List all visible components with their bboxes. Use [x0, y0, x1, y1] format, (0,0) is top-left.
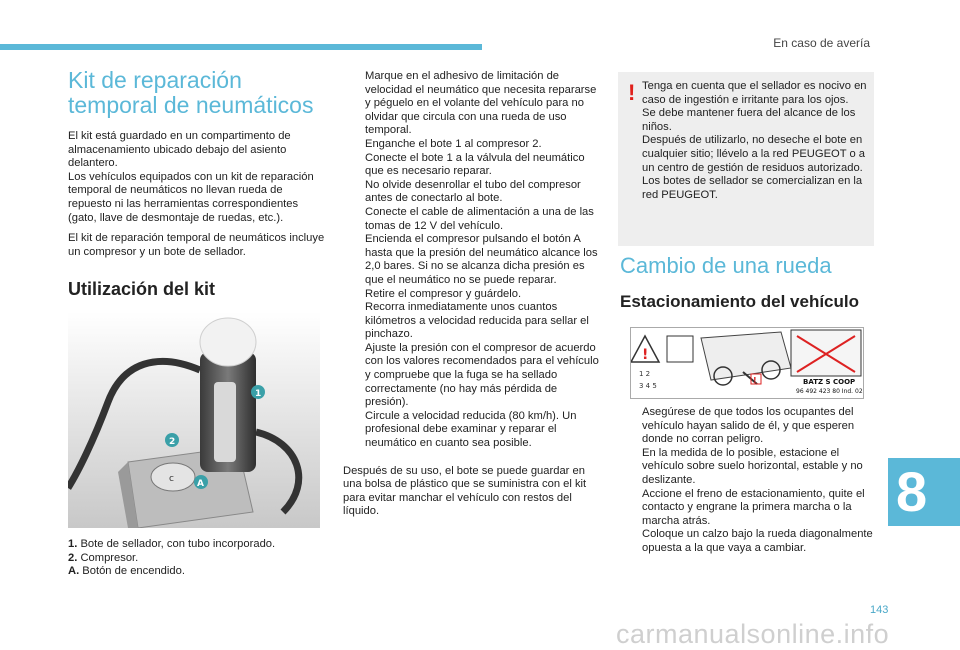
- legend-item-2: 2. Compresor.: [68, 551, 139, 564]
- legend-item-a: A. Botón de encendido.: [68, 565, 185, 578]
- repair-steps-list: [343, 70, 601, 451]
- warning-box: [618, 72, 874, 246]
- after-use-paragraph: Después de su uso, el bote se puede guardar en una bolsa de plástico que se suministra con el kit para evitar manchar el vehículo con restos del líquido.: [343, 464, 587, 518]
- list-item: Retire el compresor y guárdelo.: [365, 287, 522, 300]
- svg-text:1 2: 1 2: [639, 370, 651, 378]
- label-1-marker: 1: [255, 389, 262, 399]
- parking-steps-list: [620, 406, 876, 556]
- list-item: Asegúrese de que todos los ocupantes del vehículo hayan salido de él, y que esperen donde no corran peligro.: [642, 406, 855, 446]
- list-item: Conecte el cable de alimentación a una de las tomas de 12 V del vehículo.: [365, 205, 594, 232]
- warning-line: Los botes de sellador se comercializan en la red PEUGEOT.: [642, 175, 863, 201]
- list-item: Marque en el adhesivo de limitación de velocidad el neumático que necesita repararse y péguelo en el volante del vehículo para no olvidar que circula con una rueda de uso temporal.: [365, 70, 597, 137]
- list-item: Accione el freno de estacionamiento, quite el contacto y engrane la primera marcha o la marcha atrás.: [642, 487, 865, 527]
- list-item: Conecte el bote 1 a la válvula del neumático que es necesario reparar.: [365, 151, 585, 178]
- kit-title: Kit de reparación temporal de neumáticos: [68, 67, 314, 118]
- list-item: Ajuste la presión con el compresor de acuerdo con los valores recomendados para el vehículo y compruebe que la fuga se ha sellado correctamente (no hay más pérdida de presión).: [365, 341, 599, 409]
- label-a-marker: A: [197, 479, 204, 489]
- parking-steps: [620, 406, 876, 556]
- list-item: Coloque un calzo bajo la rueda diagonalmente opuesta a la que vaya a cambiar.: [642, 528, 873, 554]
- intro-paragraph-1: El kit está guardado en un compartimento de almacenamiento ubicado debajo del asiento delantero. Los vehículos equipados con un kit de reparación temporal de neumáticos no llevan rueda de repuesto ni las herramientas correspondientes (gato, llave de desmontaje de ruedas, etc.).: [68, 130, 314, 224]
- label-2-marker: 2: [169, 437, 176, 447]
- list-item: Encienda el compresor pulsando el botón A hasta que la presión del neumático alcance los 2,0 bares. Si no se alcanza dicha presión es que el neumático no se puede reparar.: [365, 233, 598, 286]
- safety-label-graphic: [631, 328, 863, 398]
- repair-kit-illustration: [68, 312, 320, 528]
- list-item: Enganche el bote 1 al compresor 2.: [365, 137, 542, 150]
- list-item: Recorra inmediatamente unos cuantos kilómetros a velocidad reducida para sellar el pinchazo.: [365, 301, 589, 341]
- svg-text:!: !: [753, 376, 757, 385]
- svg-text:c: c: [169, 474, 174, 484]
- section-header: En caso de avería: [773, 36, 870, 50]
- list-item: En la medida de lo posible, estacione el vehículo sobre suelo horizontal, estable y no deslizante.: [642, 446, 863, 486]
- illustration-legend: [68, 538, 326, 579]
- label-brand: BATZ S COOP: [803, 378, 856, 386]
- wheel-change-title: Cambio de una rueda: [620, 253, 832, 278]
- svg-text:3 4 5: 3 4 5: [639, 382, 657, 390]
- page-number: 143: [870, 604, 889, 616]
- middle-column: [343, 70, 601, 526]
- watermark: carmanualsonline.info: [616, 619, 890, 649]
- warning-icon: !: [628, 80, 636, 105]
- label-reference: 96 492 423 80 Ind. 02: [796, 388, 863, 395]
- legend-item-1: 1. Bote de sellador, con tubo incorporado.: [68, 538, 276, 550]
- parking-subtitle: Estacionamiento del vehículo: [620, 292, 860, 311]
- warning-line: Después de utilizarlo, no deseche el bote en cualquier sitio; llévelo a la red PEUGEOT o a un centro de gestión de residuos autorizado.: [642, 134, 866, 174]
- warning-line: Se debe mantener fuera del alcance de los niños.: [642, 107, 856, 133]
- warning-line: Tenga en cuenta que el sellador es nocivo en caso de ingestión e irritante para los ojos.: [642, 80, 867, 106]
- svg-text:!: !: [642, 347, 649, 363]
- left-column: [68, 68, 326, 266]
- parking-label-illustration: [630, 327, 864, 399]
- intro-paragraph-2: El kit de reparación temporal de neumáticos incluye un compresor y un bote de sellador.: [68, 232, 325, 258]
- list-item: No olvide desenrollar el tubo del compresor antes de conectarlo al bote.: [365, 178, 581, 205]
- list-item: Circule a velocidad reducida (80 km/h). Un profesional debe examinar y reparar el neumático en cuanto sea posible.: [365, 409, 577, 450]
- usage-heading: Utilización del kit: [68, 279, 216, 299]
- top-accent-bar: [0, 44, 482, 50]
- chapter-tab: 8: [888, 458, 960, 526]
